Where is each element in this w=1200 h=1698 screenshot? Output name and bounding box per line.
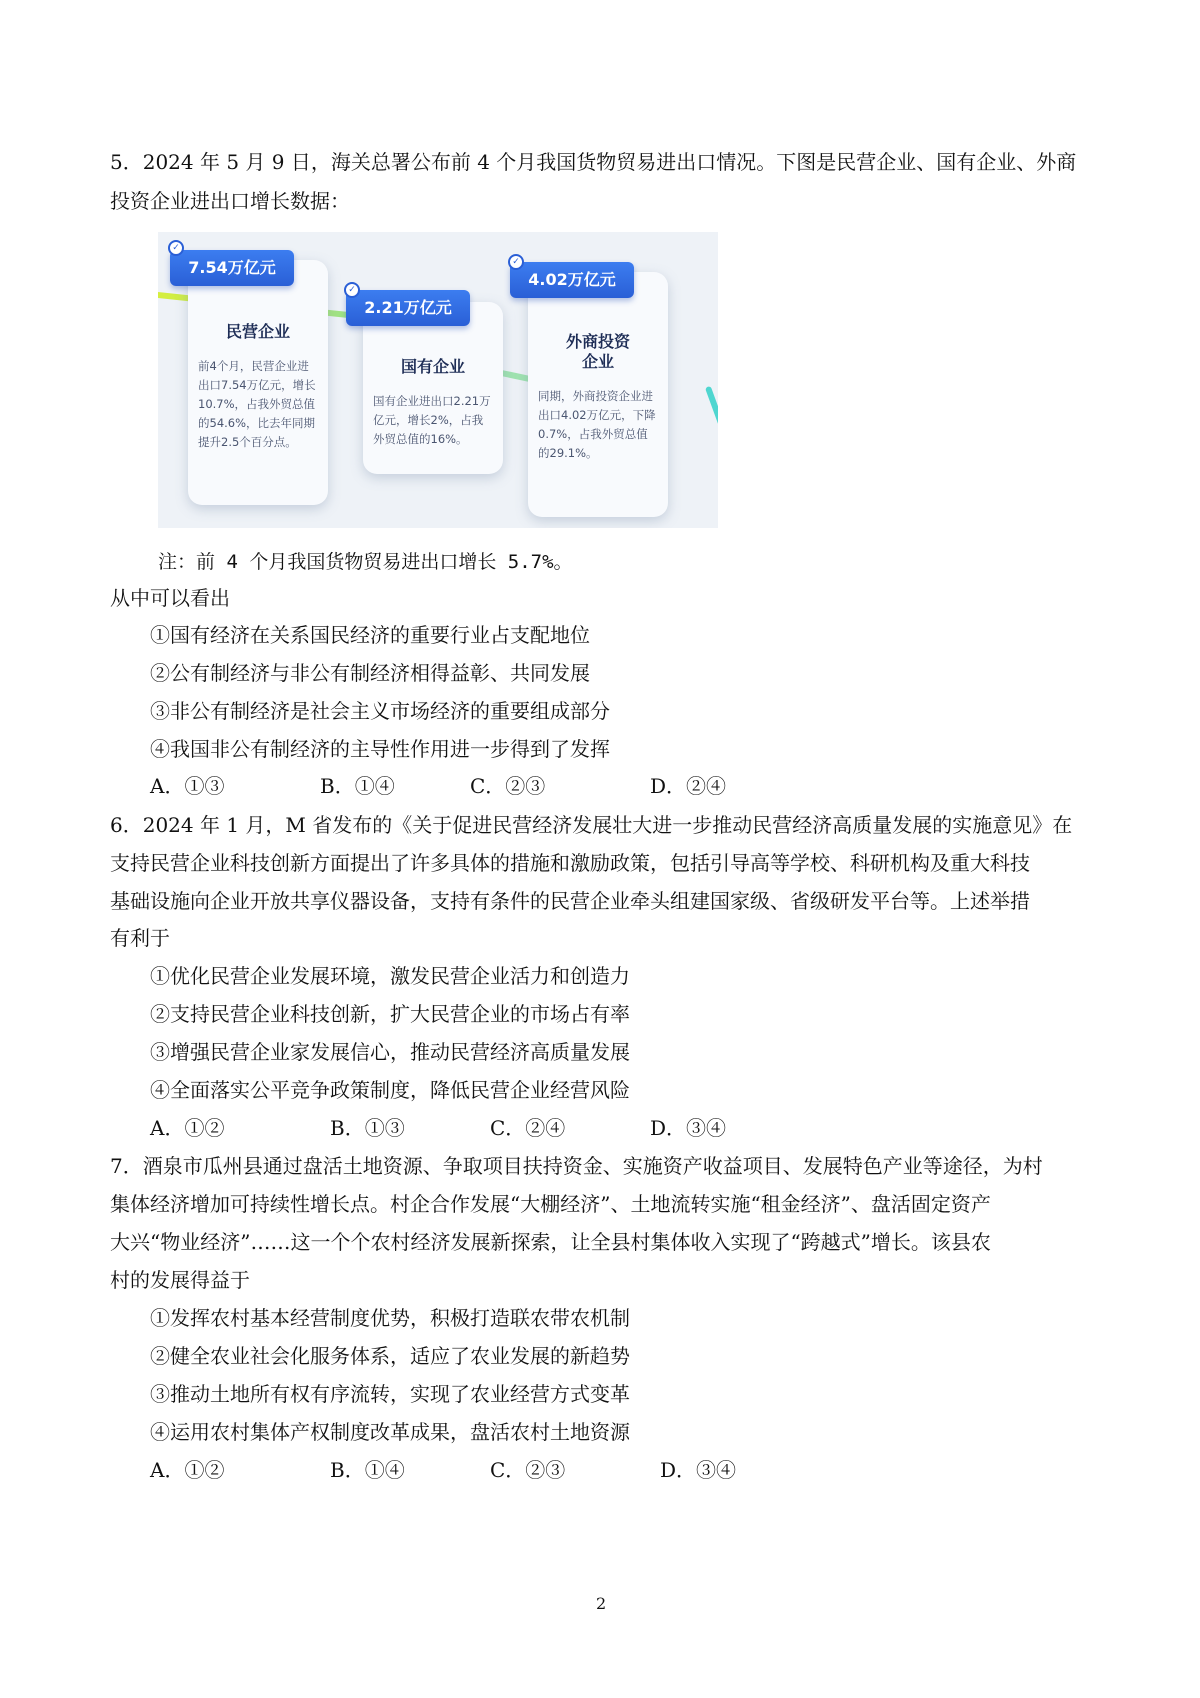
- q6-stem-line-1: 6．2024 年 1 月，M 省发布的《关于促进民营经济发展壮大进一步推动民营经济高质量发展的实施意见》在: [110, 813, 1073, 837]
- option-a: A．①②: [150, 1458, 225, 1482]
- card-amount: 7.54万亿元: [170, 250, 294, 286]
- q5-stem-line-2: 投资企业进出口增长数据：: [110, 189, 350, 213]
- q7-stem-line-1: 7．酒泉市瓜州县通过盘活土地资源、争取项目扶持资金、实施资产收益项目、发展特色产业等途径，为村: [110, 1154, 1043, 1178]
- card-body: 同期，外商投资企业进出口4.02万亿元，下降0.7%，占我外贸总值的29.1%。: [538, 389, 656, 460]
- q5-note: 注：前 4 个月我国货物贸易进出口增长 5.7%。: [158, 551, 573, 573]
- q6-item-4: ④全面落实公平竞争政策制度，降低民营企业经营风险: [150, 1078, 630, 1102]
- q6-item-1: ①优化民营企业发展环境，激发民营企业活力和创造力: [150, 964, 630, 988]
- q5-stem-line-1: 5．2024 年 5 月 9 日，海关总署公布前 4 个月我国货物贸易进出口情况。下图是民营企业、国有企业、外商: [110, 150, 1077, 174]
- card-amount: 2.21万亿元: [346, 290, 470, 326]
- option-d: D．②④: [650, 774, 727, 798]
- option-c: C．②③: [490, 1458, 566, 1482]
- q6-stem-line-3: 基础设施向企业开放共享仪器设备，支持有条件的民营企业牵头组建国家级、省级研发平台等。上述举措: [110, 889, 1030, 913]
- check-icon: ✓: [344, 282, 360, 298]
- option-b: B．①③: [330, 1116, 405, 1140]
- check-icon: ✓: [508, 254, 524, 270]
- ribbon-decoration: [705, 386, 718, 444]
- q5-item-1: ①国有经济在关系国民经济的重要行业占支配地位: [150, 623, 590, 647]
- q6-stem-line-2: 支持民营企业科技创新方面提出了许多具体的措施和激励政策，包括引导高等学校、科研机构及重大科技: [110, 851, 1030, 875]
- q7-item-4: ④运用农村集体产权制度改革成果，盘活农村土地资源: [150, 1420, 630, 1444]
- option-b: B．①④: [320, 774, 395, 798]
- q7-item-1: ①发挥农村基本经营制度优势，积极打造联农带农机制: [150, 1306, 630, 1330]
- q7-stem-line-2: 集体经济增加可持续性增长点。村企合作发展“大棚经济”、土地流转实施“租金经济”、盘活固定资产: [110, 1192, 991, 1216]
- card-title-line-2: 企业: [581, 352, 614, 371]
- q5-item-4: ④我国非公有制经济的主导性作用进一步得到了发挥: [150, 737, 610, 761]
- card-body: 前4个月，民营企业进出口7.54万亿元，增长10.7%，占我外贸总值的54.6%，比去年同期提升2.5个百分点。: [198, 359, 316, 449]
- q5-lead: 从中可以看出: [110, 586, 230, 610]
- card-title: 国有企业: [400, 357, 465, 376]
- q6-item-3: ③增强民营企业家发展信心，推动民营经济高质量发展: [150, 1040, 630, 1064]
- q7-item-2: ②健全农业社会化服务体系，适应了农业发展的新趋势: [150, 1344, 630, 1368]
- trade-infographic: [158, 232, 718, 528]
- check-icon: ✓: [168, 240, 184, 256]
- q5-options: [150, 772, 850, 800]
- option-c: C．②③: [470, 774, 546, 798]
- option-d: D．③④: [650, 1116, 727, 1140]
- option-b: B．①④: [330, 1458, 405, 1482]
- q7-item-3: ③推动土地所有权有序流转，实现了农业经营方式变革: [150, 1382, 630, 1406]
- q6-item-2: ②支持民营企业科技创新，扩大民营企业的市场占有率: [150, 1002, 630, 1026]
- q6-options: [150, 1114, 850, 1142]
- q7-stem-line-4: 村的发展得益于: [110, 1268, 250, 1292]
- q6-stem-line-4: 有利于: [110, 926, 170, 950]
- card-body: 国有企业进出口2.21万亿元，增长2%，占我外贸总值的16%。: [373, 394, 491, 446]
- q5-item-3: ③非公有制经济是社会主义市场经济的重要组成部分: [150, 699, 610, 723]
- option-a: A．①②: [150, 1116, 225, 1140]
- option-c: C．②④: [490, 1116, 566, 1140]
- q7-stem-line-3: 大兴“物业经济”……这一个个农村经济发展新探索，让全县村集体收入实现了“跨越式”增长。该县农: [110, 1230, 991, 1254]
- card-amount: 4.02万亿元: [510, 262, 634, 298]
- q7-options: [150, 1456, 850, 1484]
- page-number: 2: [596, 1594, 607, 1613]
- option-a: A．①③: [150, 774, 225, 798]
- card-title-line-1: 外商投资: [565, 332, 630, 351]
- card-title: 民营企业: [225, 322, 290, 341]
- option-d: D．③④: [660, 1458, 737, 1482]
- q5-item-2: ②公有制经济与非公有制经济相得益彰、共同发展: [150, 661, 590, 685]
